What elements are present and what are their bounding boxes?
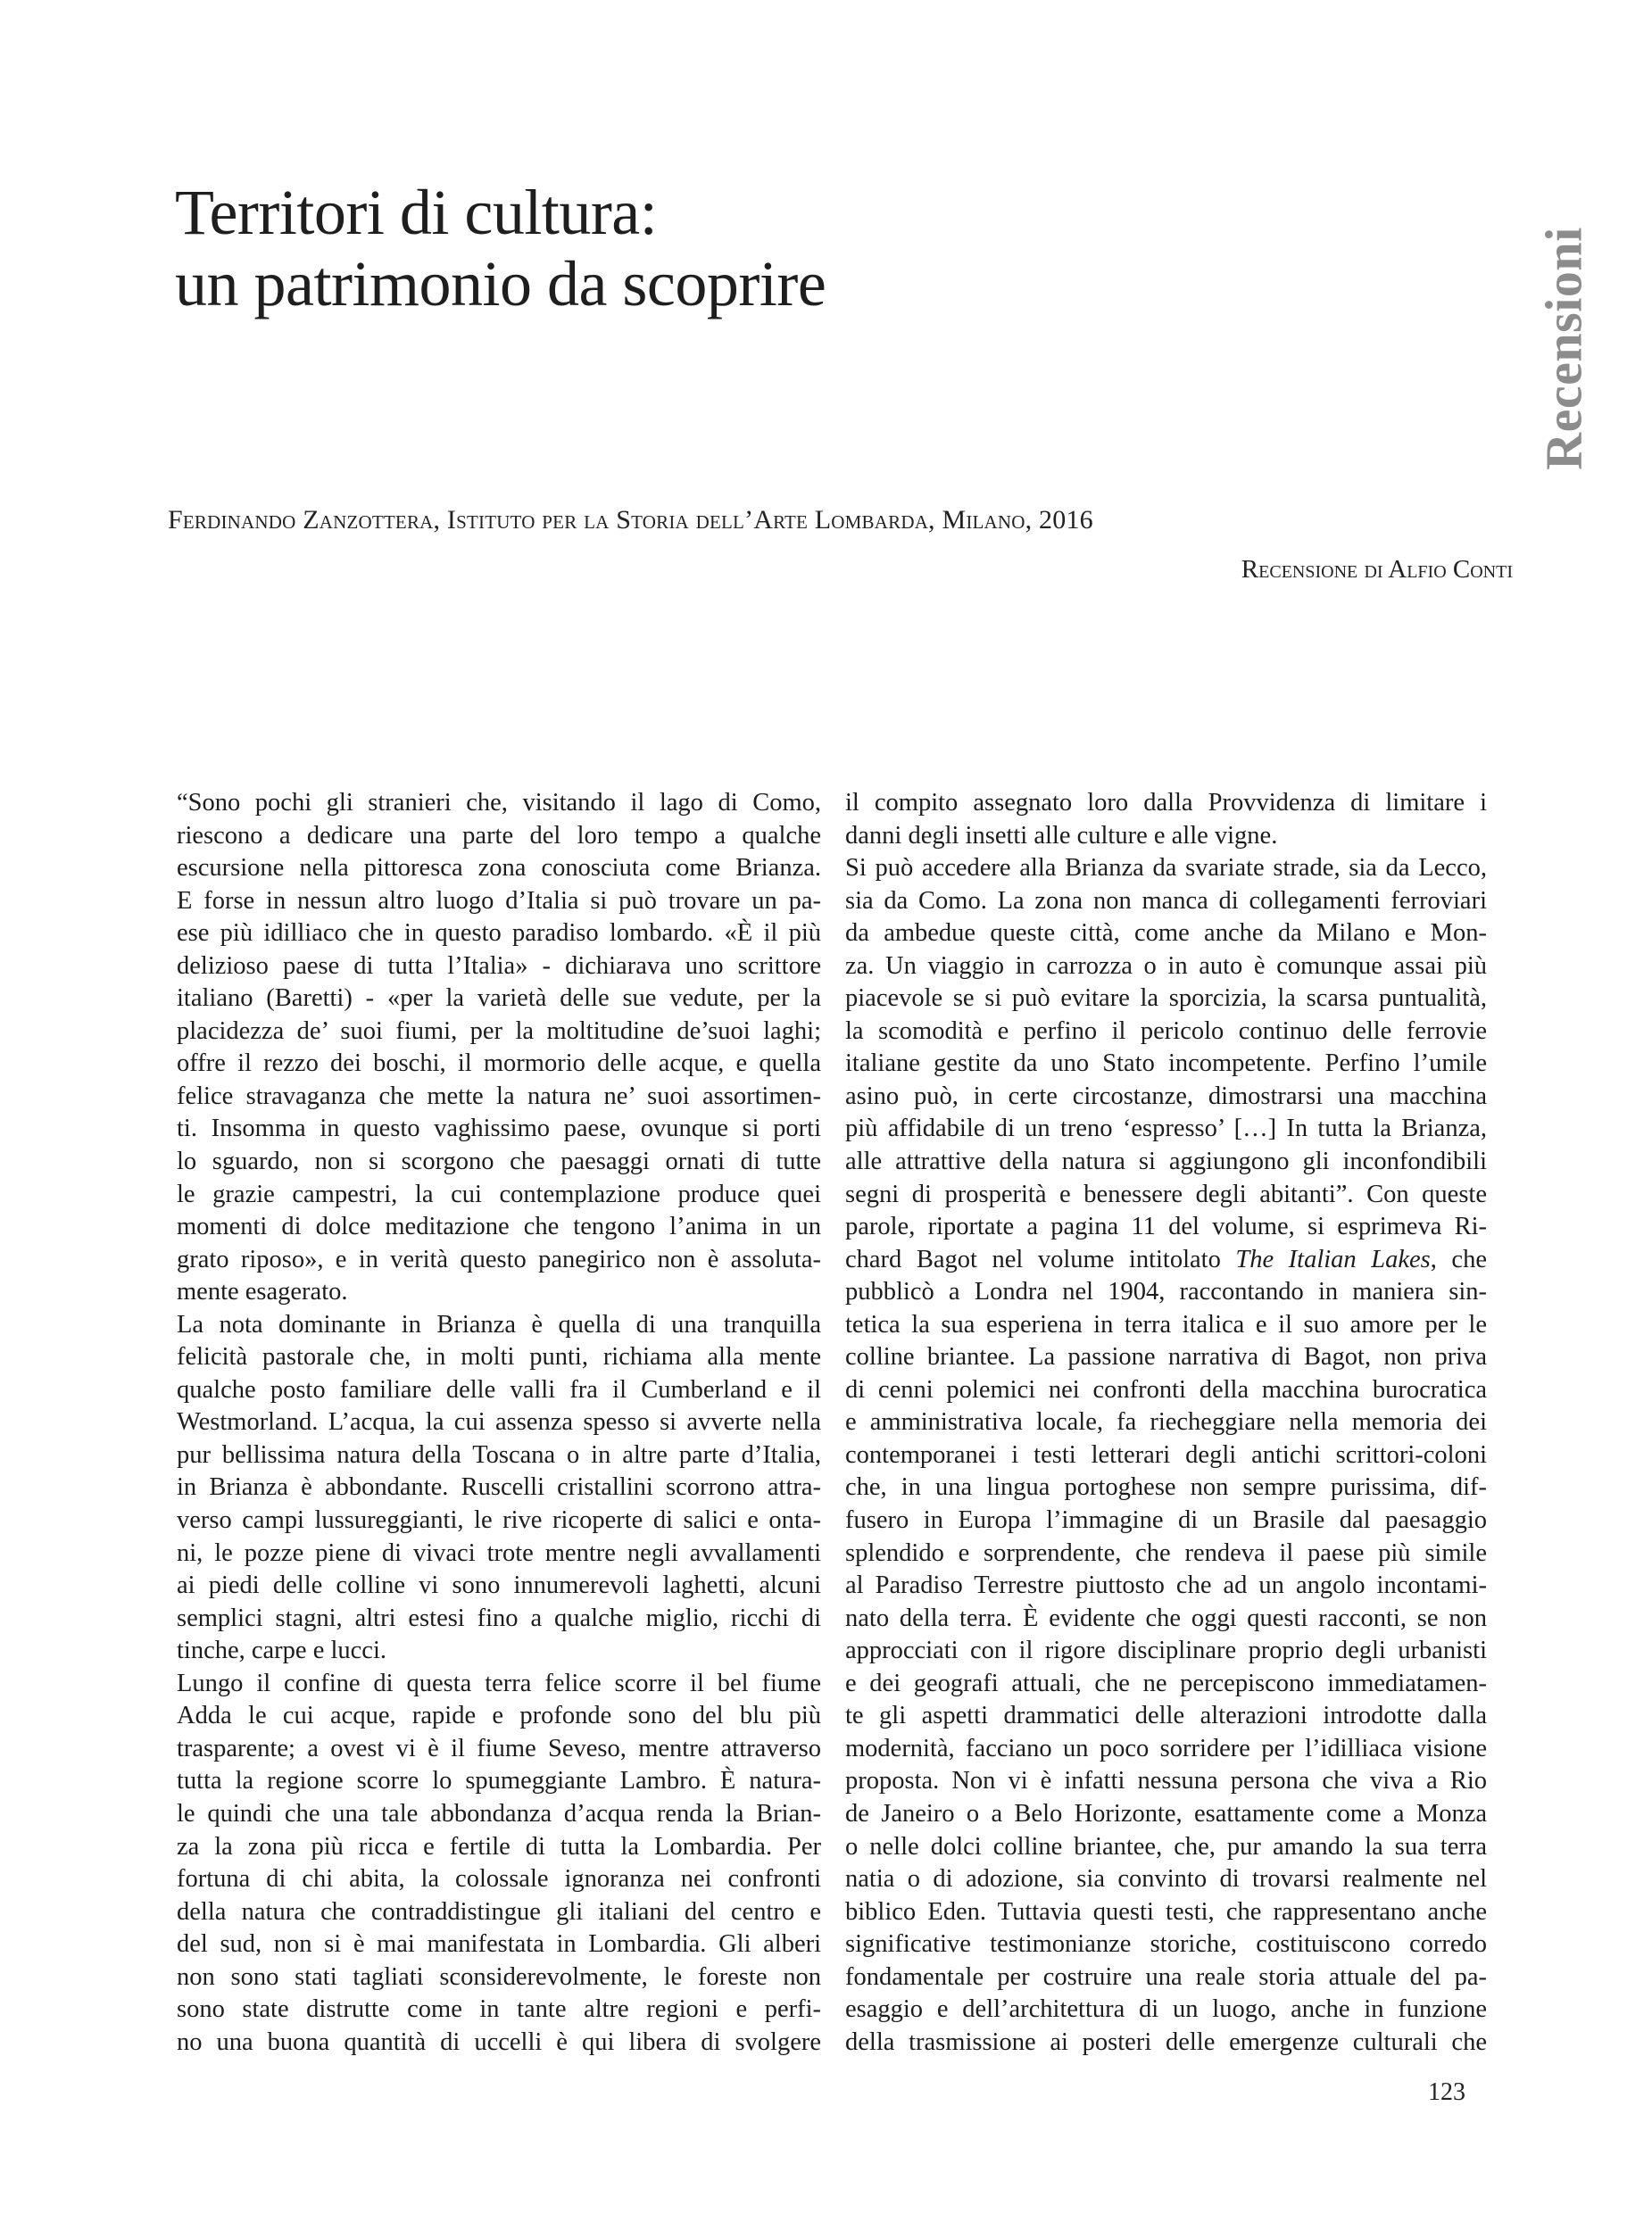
body-text-line: no una buona quantità di uccelli è qui libera di svolgere — [177, 2027, 821, 2056]
body-text-line: ese più idilliaco che in questo paradiso lombardo. «È il più — [177, 919, 821, 948]
body-text-line: tinche, carpe e lucci. — [177, 1637, 386, 1665]
page-number: 123 — [1428, 2078, 1465, 2106]
body-text-line: e dei geografi attuali, che ne percepiscono immediatamen- — [845, 1669, 1487, 1697]
body-text-line: ti. Insomma in questo vaghissimo paese, ovunque si porti — [177, 1115, 821, 1143]
body-text-line: riescono a dedicare una parte del loro tempo a qualche — [177, 821, 821, 850]
body-text-line: nato della terra. È evidente che oggi questi racconti, se non — [845, 1604, 1487, 1632]
body-text-line: lo sguardo, non si scorgono che paesaggi ornati di tutte — [177, 1148, 821, 1176]
body-text-line: momenti di dolce meditazione che tengono l’anima in un — [177, 1213, 821, 1241]
body-text-line: Westmorland. L’acqua, la cui assenza spesso si avverte nella — [177, 1408, 821, 1437]
body-text-line: al Paradiso Terrestre piuttosto che ad un angolo incontami- — [845, 1571, 1487, 1600]
section-label-text: Recensioni — [1534, 227, 1593, 470]
body-text-line: Si può accedere alla Brianza da svariate strade, sia da Lecco, — [845, 854, 1487, 883]
body-text-line: parole, riportate a pagina 11 del volume, si esprimeva Ri- — [845, 1213, 1487, 1241]
body-text-line: qualche posto familiare delle valli fra il Cumberland e il — [177, 1375, 821, 1404]
body-text-line: tetica la sua esperiena in terra italica e il suo amore per le — [845, 1310, 1487, 1339]
body-text-line: che, in una lingua portoghese non sempre purissima, dif- — [845, 1473, 1487, 1502]
body-text-line: felice stravaganza che mette la natura ne’ suoi assortimen- — [177, 1082, 821, 1110]
body-text-line: sia da Como. La zona non manca di collegamenti ferroviari — [845, 886, 1487, 915]
body-text-line: e amministrativa locale, fa riecheggiare nella memoria dei — [845, 1408, 1487, 1437]
body-text-line: contemporanei i testi letterari degli antichi scrittori-coloni — [845, 1440, 1487, 1469]
body-text-line: approcciati con il rigore disciplinare proprio degli urbanisti — [845, 1637, 1487, 1665]
body-text-line: il compito assegnato loro dalla Provvidenza di limitare i — [845, 789, 1487, 817]
body-text-line: sono state distrutte come in tante altre regioni e perfi- — [177, 1995, 821, 2024]
body-text-line: alle attrattive della natura si aggiungono gli inconfondibili — [845, 1148, 1487, 1176]
body-text-line: za. Un viaggio in carrozza o in auto è comunque assai più — [845, 951, 1487, 980]
reviewer-credit: Recensione di Alfio Conti — [1241, 555, 1513, 584]
body-text-line: le quindi che una tale abbondanza d’acqua renda la Brian- — [177, 1799, 821, 1828]
article-title — [175, 177, 1335, 319]
line-segment: chard Bagot nel volume intitolato — [845, 1245, 1236, 1273]
body-text-line: mente esagerato. — [177, 1278, 348, 1306]
body-text-line: “Sono pochi gli stranieri che, visitando il lago di Como, — [177, 789, 821, 817]
section-label — [1534, 212, 1593, 485]
book-title-italic: The Italian Lakes — [1235, 1245, 1431, 1273]
left-column — [177, 787, 821, 2059]
body-text-line: La nota dominante in Brianza è quella di una tranquilla — [177, 1310, 821, 1339]
body-text-line: in Brianza è abbondante. Ruscelli cristallini scorrono attra- — [177, 1473, 821, 1502]
body-text-line: del sud, non si è mai manifestata in Lombardia. Gli alberi — [177, 1930, 821, 1959]
body-text-line: esaggio e dell’architettura di un luogo, anche in funzione — [845, 1995, 1487, 2024]
body-text-line: trasparente; a ovest vi è il fiume Seveso, mentre attraverso — [177, 1734, 821, 1762]
body-text-line: modernità, facciano un poco sorridere per l’idilliaca visione — [845, 1734, 1487, 1762]
body-text-line: de Janeiro o a Belo Horizonte, esattamente come a Monza — [845, 1799, 1487, 1828]
body-text-line: fusero in Europa l’immagine di un Brasile dal paesaggio — [845, 1506, 1487, 1535]
body-text-line: Adda le cui acque, rapide e profonde sono del blu più — [177, 1702, 821, 1730]
body-text-line — [845, 1244, 1487, 1277]
line-segment: , che — [1430, 1245, 1487, 1273]
body-text-line: piacevole se si può evitare la sporcizia, la scarsa puntualità, — [845, 984, 1487, 1013]
body-text-line: biblico Eden. Tuttavia questi testi, che rappresentano anche — [845, 1897, 1487, 1926]
body-text-line: escursione nella pittoresca zona conosciuta come Brianza. — [177, 854, 821, 883]
body-text-line: ai piedi delle colline vi sono innumerevoli laghetti, alcuni — [177, 1571, 821, 1600]
body-text-line: proposta. Non vi è infatti nessuna persona che viva a Rio — [845, 1767, 1487, 1795]
body-text-line: asino può, in certe circostanze, dimostrarsi una macchina — [845, 1082, 1487, 1110]
body-text-line: della natura che contraddistingue gli italiani del centro e — [177, 1897, 821, 1926]
body-text-line: di cenni polemici nei confronti della macchina burocratica — [845, 1375, 1487, 1404]
body-text-line: più affidabile di un treno ‘espresso’ […] In tutta la Brianza, — [845, 1115, 1487, 1143]
body-text-line: da ambedue queste città, come anche da Milano e Mon- — [845, 919, 1487, 948]
body-text-line: E forse in nessun altro luogo d’Italia si può trovare un pa- — [177, 886, 821, 915]
body-text-line: significative testimonianze storiche, costituiscono corredo — [845, 1930, 1487, 1959]
body-text-line: verso campi lussureggianti, le rive ricoperte di salici e onta- — [177, 1506, 821, 1535]
body-text-line: semplici stagni, altri estesi fino a qualche miglio, ricchi di — [177, 1604, 821, 1632]
body-text-line: della trasmissione ai posteri delle emergenze culturali che — [845, 2027, 1487, 2056]
body-text-line: Lungo il confine di questa terra felice scorre il bel fiume — [177, 1669, 821, 1697]
body-text-line: fondamentale per costruire una reale storia attuale del pa- — [845, 1962, 1487, 1991]
book-byline: Ferdinando Zanzottera, Istituto per la Storia dell’Arte Lombarda, Milano, 2016 — [168, 505, 1093, 535]
right-column — [845, 787, 1487, 2059]
body-text-line: italiano (Baretti) - «per la varietà delle sue vedute, per la — [177, 984, 821, 1013]
body-text-line: tutta la regione scorre lo spumeggiante Lambro. È natura- — [177, 1767, 821, 1795]
body-text-line: segni di prosperità e benessere degli abitanti”. Con queste — [845, 1180, 1487, 1208]
body-text-line: colline briantee. La passione narrativa di Bagot, non priva — [845, 1343, 1487, 1372]
body-text-line: danni degli insetti alle culture e alle vigne. — [845, 821, 1278, 850]
title-line-2: un patrimonio da scoprire — [175, 248, 826, 319]
body-text-line: le grazie campestri, la cui contemplazione produce quei — [177, 1180, 821, 1208]
body-text-line: o nelle dolci colline briantee, che, pur amando la sua terra — [845, 1832, 1487, 1861]
title-line-1: Territori di cultura: — [175, 177, 658, 248]
body-text-line: la scomodità e perfino il pericolo continuo delle ferrovie — [845, 1016, 1487, 1045]
body-text-line: placidezza de’ suoi fiumi, per la moltitudine de’suoi laghi; — [177, 1016, 821, 1045]
body-text-line: za la zona più ricca e fertile di tutta la Lombardia. Per — [177, 1832, 821, 1861]
body-text-line: natia o di adozione, sia convinto di trovarsi realmente nel — [845, 1865, 1487, 1894]
body-text-line: italiane gestite da uno Stato incompetente. Perfino l’umile — [845, 1049, 1487, 1078]
body-text-line: splendido e sorprendente, che rendeva il paese più simile — [845, 1538, 1487, 1567]
body-text-line: fortuna di chi abita, la colossale ignoranza nei confronti — [177, 1865, 821, 1894]
body-text-line: grato riposo», e in verità questo panegirico non è assoluta- — [177, 1245, 821, 1273]
body-text-line: ni, le pozze piene di vivaci trote mentre negli avvallamenti — [177, 1538, 821, 1567]
body-text-line: pur bellissima natura della Toscana o in altre parte d’Italia, — [177, 1440, 821, 1469]
body-text-line: te gli aspetti drammatici delle alterazioni introdotte dalla — [845, 1702, 1487, 1730]
body-text-line: non sono stati tagliati sconsiderevolmente, le foreste non — [177, 1962, 821, 1991]
body-text-line: delizioso paese di tutta l’Italia» - dichiarava uno scrittore — [177, 951, 821, 980]
body-text-line: pubblicò a Londra nel 1904, raccontando in maniera sin- — [845, 1278, 1487, 1306]
body-text-line: felicità pastorale che, in molti punti, richiama alla mente — [177, 1343, 821, 1372]
body-text-line: offre il rezzo dei boschi, il mormorio delle acque, e quella — [177, 1049, 821, 1078]
